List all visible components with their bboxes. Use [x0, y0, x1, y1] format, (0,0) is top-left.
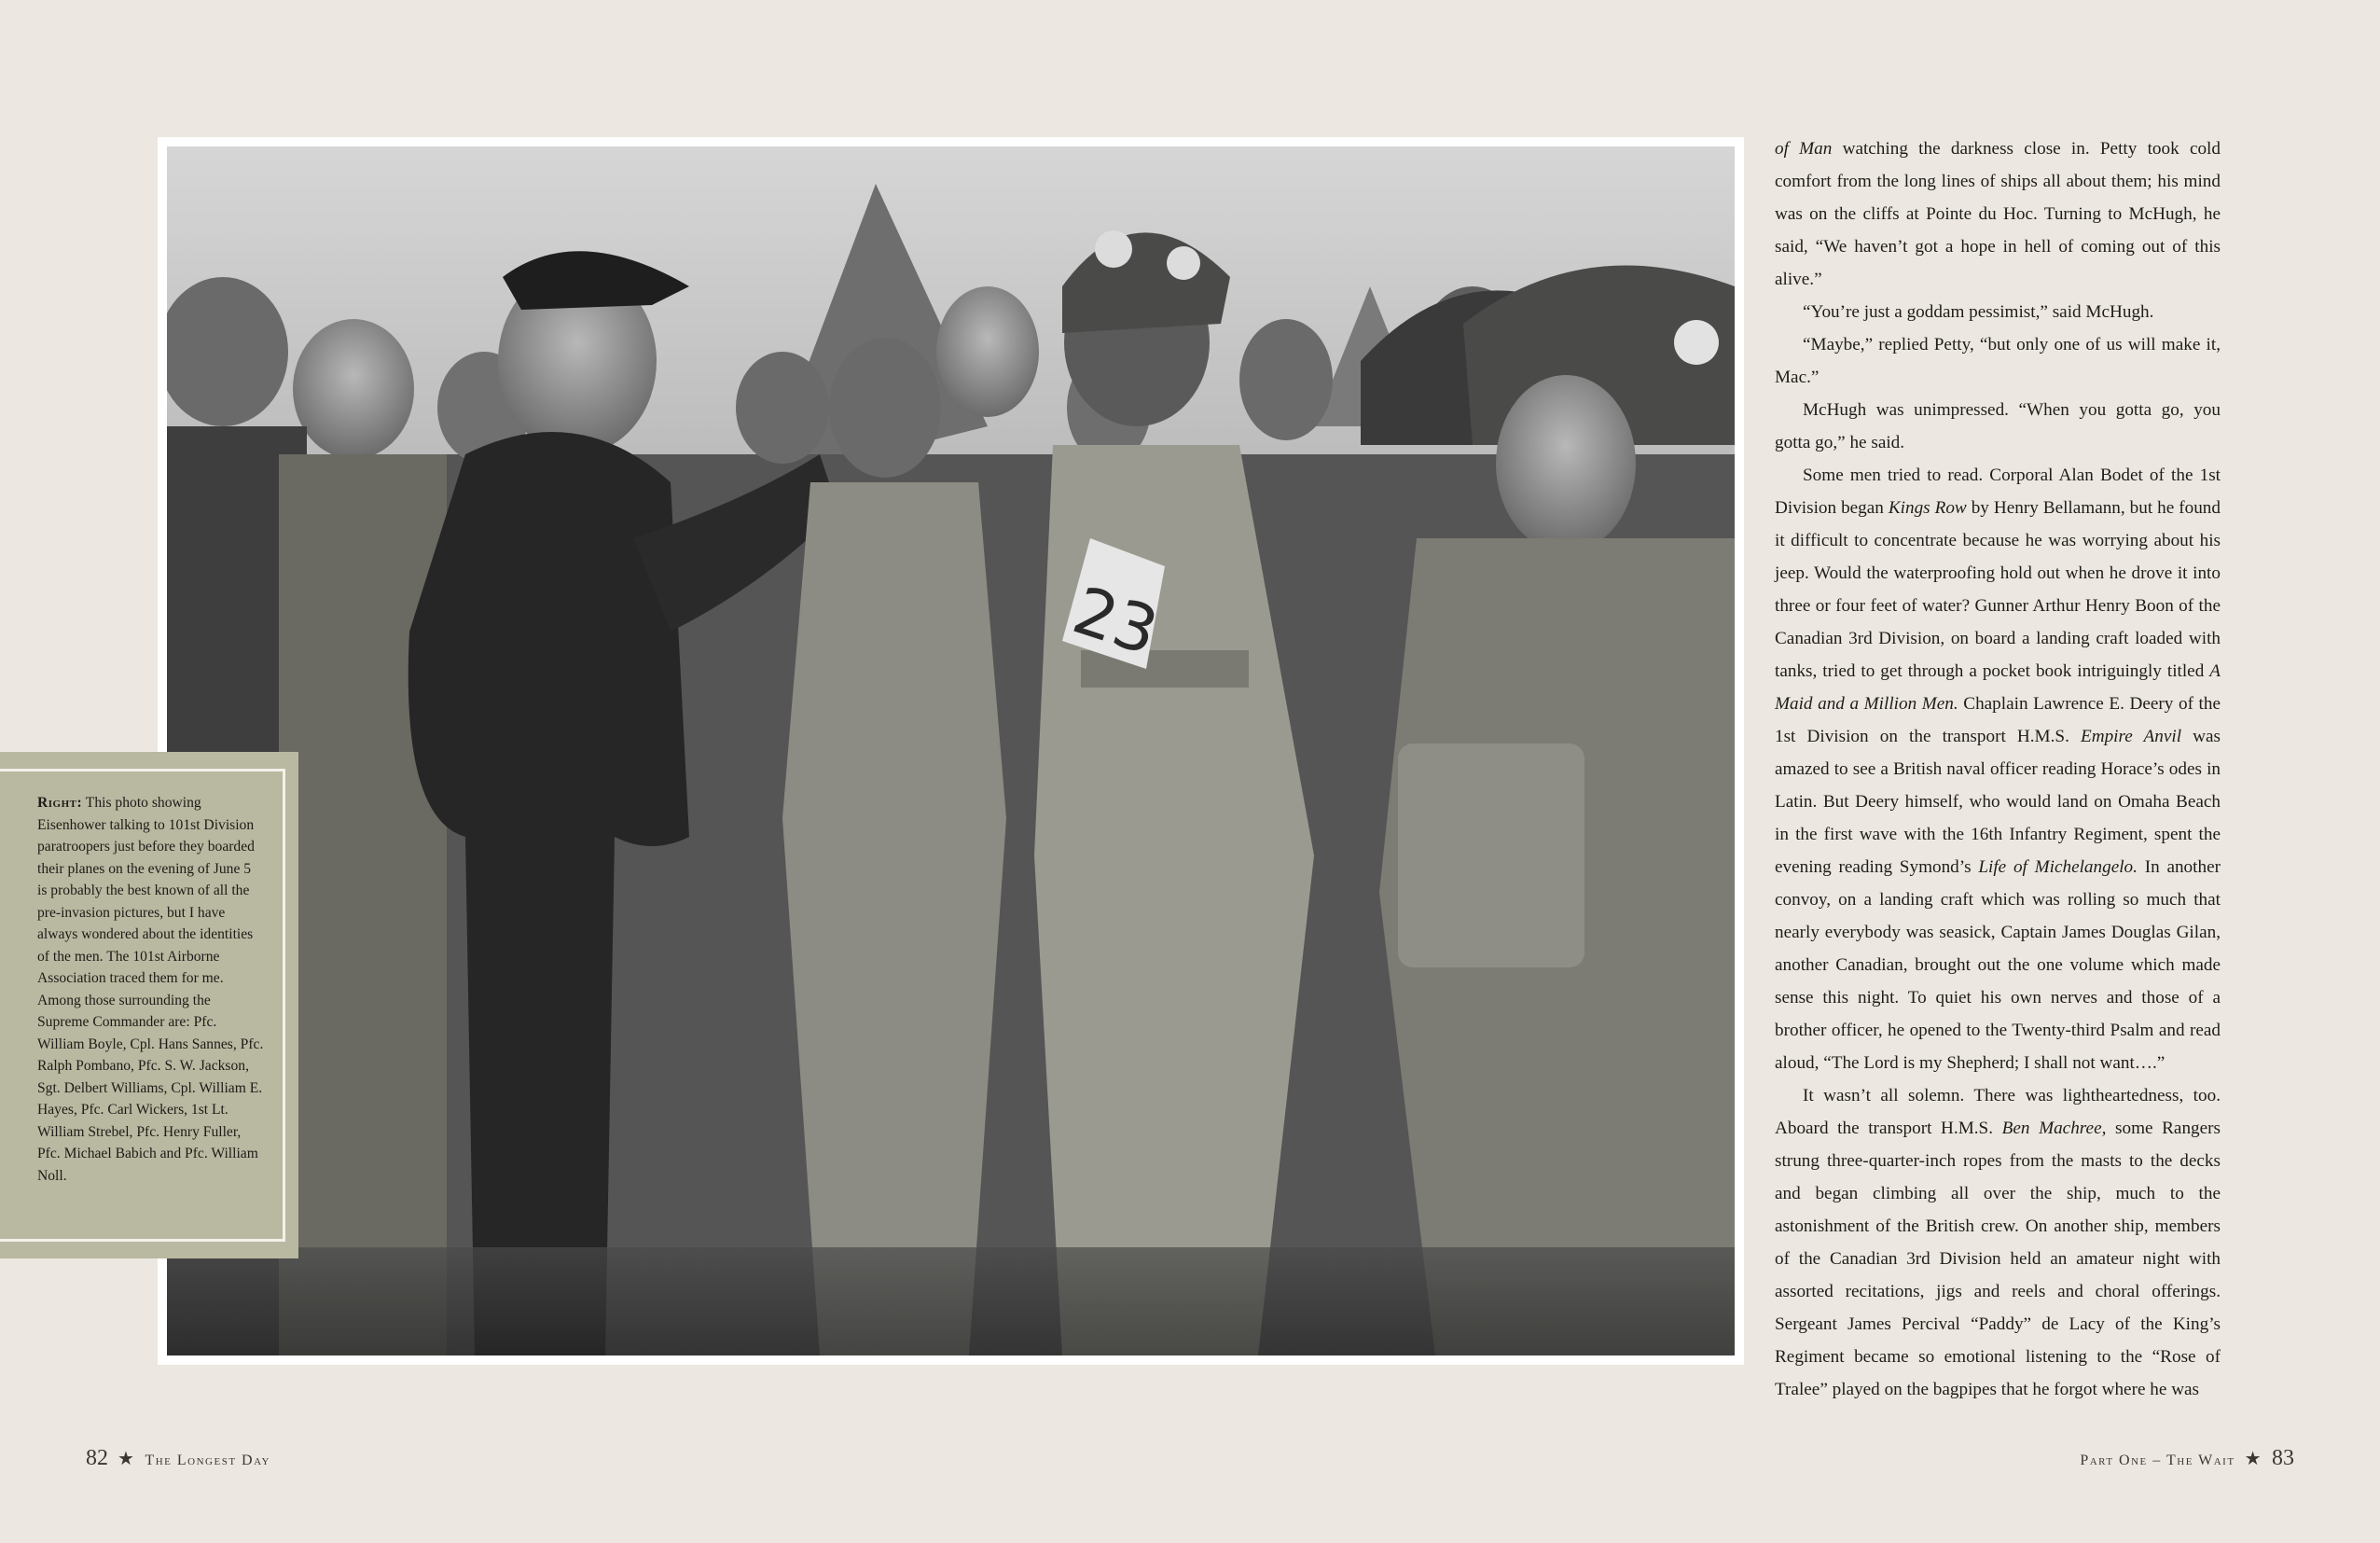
- caption-text: This photo showing Eisenhower talking to 101st Division paratroopers just before they boarded their planes on the evening of June 5 is probably the best known of all the pre-invasion pictures, but I have always wondered about the identities of the men. The 101st Airborne Association traced them for me. Among those surrounding the Supreme Commander are: Pfc. William Boyle, Cpl. Hans Sannes, Pfc. Ralph Pombano, Pfc. S. W. Jackson, Sgt. Delbert Williams, Cpl. William E. Hayes, Pfc. Carl Wickers, 1st Lt. William Strebel, Pfc. Henry Fuller, Pfc. Michael Babich and Pfc. William Noll.: [37, 795, 264, 1184]
- paragraph-2: “You’re just a goddam pessimist,” said McHugh.: [1803, 302, 2154, 322]
- paragraph-1: [1775, 132, 2221, 296]
- paragraph-text: In another convoy, on a landing craft which was rolling so much that nearly everybody was seasick, Captain James Douglas Gilan, another Canadian, brought out the one volume which made sense this night. To quiet his own nerves and those of a brother officer, he opened to the Twenty-third Psalm and read aloud, “The Lord is my Shepherd; I shall not want….”: [1775, 857, 2221, 1073]
- paragraph-text: Chaplain Lawrence E. Deery of the 1st Division on the transport H.M.S.: [1775, 694, 2221, 746]
- section-title: Part One – The Wait: [2080, 1453, 2235, 1468]
- body-text-column: [1775, 132, 2221, 1406]
- paragraph-3: “Maybe,” replied Petty, “but only one of us will make it, Mac.”: [1775, 335, 2221, 387]
- italic-title: A Maid and a Million Men.: [1775, 661, 2221, 714]
- photo-frame: [158, 137, 1744, 1365]
- page-number-right: 83: [2272, 1446, 2294, 1470]
- number-card-text: 23: [1064, 571, 1168, 671]
- paragraph-6: [1775, 1079, 2221, 1406]
- book-title: The Longest Day: [145, 1453, 270, 1468]
- italic-title: Empire Anvil: [2081, 727, 2182, 746]
- caption-lead: Right:: [37, 795, 83, 811]
- paragraph-4: McHugh was unimpressed. “When you gotta go, you gotta go,” he said.: [1775, 400, 2221, 452]
- footer-right: [2080, 1446, 2294, 1471]
- italic-title: Ben Machree,: [2001, 1119, 2107, 1138]
- paragraph-text: Some men tried to read. Corporal Alan Bodet of the 1st Division began: [1775, 466, 2221, 518]
- paragraph-text: some Rangers strung three-quarter-inch ropes from the masts to the decks and began climbing all over the ship, much to the astonishment of the British crew. On another ship, members of the Canadian 3rd Division held an amateur night with assorted recitations, jigs and reels and choral offerings. Sergeant James Percival “Paddy” de Lacy of the King’s Regiment became so emotional listening to the “Rose of Tralee” played on the bagpipes that he forgot where he was: [1775, 1119, 2221, 1399]
- footer-left: [86, 1446, 270, 1471]
- paragraph-text: by Henry Bellamann, but he found it difficult to concentrate because he was worrying about his jeep. Would the waterproofing hold out when he drove it into three or four feet of water? Gunner Arthur Henry Boon of the Canadian 3rd Division, on board a landing craft loaded with tanks, tried to get through a pocket book intriguingly titled: [1775, 498, 2221, 681]
- eisenhower-paratroopers-photo: [167, 146, 1735, 1355]
- photo-caption: [0, 769, 285, 1242]
- star-icon: ★: [2244, 1449, 2262, 1469]
- italic-title: Kings Row: [1888, 498, 1967, 518]
- paragraph-text: was amazed to see a British naval officer reading Horace’s odes in Latin. But Deery himself, who would land on Omaha Beach in the first wave with the 16th Infantry Regiment, spent the evening reading Symond’s: [1775, 727, 2221, 877]
- page-number-left: 82: [86, 1446, 108, 1470]
- italic-title: of Man: [1775, 139, 1833, 159]
- star-icon: ★: [118, 1449, 136, 1469]
- paragraph-text: It wasn’t all solemn. There was lightheartedness, too. Aboard the transport H.M.S.: [1775, 1086, 2221, 1138]
- paragraph-5: [1775, 459, 2221, 1079]
- italic-title: Life of Michelangelo.: [1978, 857, 2138, 877]
- paragraph-text: watching the darkness close in. Petty took cold comfort from the long lines of ships all about them; his mind was on the cliffs at Pointe du Hoc. Turning to McHugh, he said, “We haven’t got a hope in hell of coming out of this alive.”: [1775, 139, 2221, 289]
- photo-caption-box: [0, 752, 298, 1258]
